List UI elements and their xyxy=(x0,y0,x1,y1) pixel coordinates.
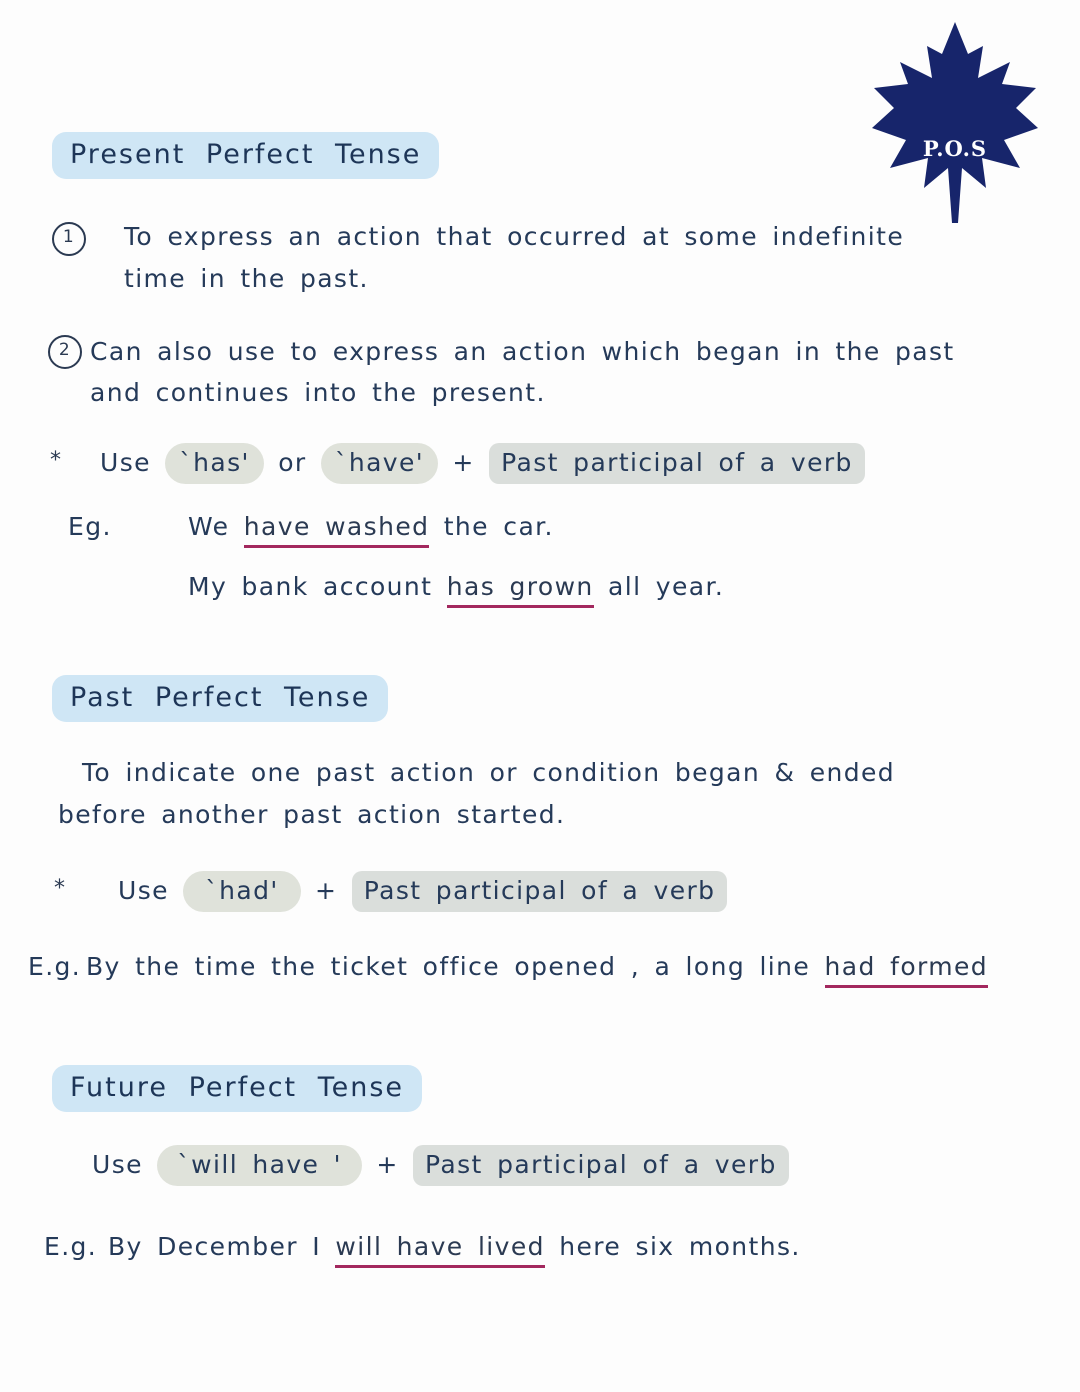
formula-past-participle-future: Past participal of a verb xyxy=(413,1145,789,1186)
present-perfect-rule xyxy=(100,448,865,477)
rule-conjunction: or xyxy=(278,448,307,477)
past-perfect-body-line2: before another past action started. xyxy=(58,800,566,829)
logo-label: P.O.S xyxy=(922,136,988,161)
example-present-1-highlight: have washed xyxy=(244,512,430,548)
bullet-star-past: * xyxy=(54,876,67,901)
past-perfect-body-line1: To indicate one past action or condition began & ended xyxy=(82,758,896,787)
rule-use-label-future: Use xyxy=(92,1150,143,1179)
example-present-2-before: My bank account xyxy=(188,572,433,601)
formula-past-participle-past: Past participal of a verb xyxy=(352,871,728,912)
example-past-1 xyxy=(86,952,988,981)
present-perfect-point1-line1: To express an action that occurred at some indefinite xyxy=(124,222,905,251)
aux-will-have-pill: `will have ' xyxy=(157,1145,362,1186)
plus-sign-present: + xyxy=(452,448,475,477)
present-perfect-point2-line1: Can also use to express an action which began in the past xyxy=(90,337,955,366)
example-present-2-highlight: has grown xyxy=(447,572,594,608)
maple-leaf-logo xyxy=(870,18,1040,223)
rule-use-label-past: Use xyxy=(118,876,169,905)
example-present-1 xyxy=(188,512,554,541)
heading-past-perfect: Past Perfect Tense xyxy=(52,675,388,722)
list-marker-1: 1 xyxy=(52,222,86,256)
aux-had-pill: `had' xyxy=(183,871,300,912)
examples-label-past: E.g. xyxy=(28,952,82,981)
examples-label-present: Eg. xyxy=(68,512,112,541)
rule-use-label: Use xyxy=(100,448,151,477)
aux-have-pill: `have' xyxy=(321,443,438,484)
example-present-1-before: We xyxy=(188,512,230,541)
example-present-1-after: the car. xyxy=(443,512,554,541)
list-marker-2: 2 xyxy=(48,335,82,369)
formula-past-participle-present: Past participal of a verb xyxy=(489,443,865,484)
future-perfect-rule xyxy=(92,1150,789,1179)
plus-sign-future: + xyxy=(376,1150,399,1179)
example-present-2 xyxy=(188,572,724,601)
maple-leaf-icon xyxy=(870,18,1040,223)
heading-future-perfect: Future Perfect Tense xyxy=(52,1065,422,1112)
example-past-1-before: By the time the ticket office opened , a long line xyxy=(86,952,811,981)
bullet-star-present: * xyxy=(50,448,63,473)
present-perfect-point2-line2: and continues into the present. xyxy=(90,378,546,407)
present-perfect-point1-line2: time in the past. xyxy=(124,264,369,293)
aux-has-pill: `has' xyxy=(165,443,264,484)
example-future-1-before: By December I xyxy=(108,1232,322,1261)
plus-sign-past: + xyxy=(315,876,338,905)
heading-present-perfect: Present Perfect Tense xyxy=(52,132,439,179)
example-future-1-highlight: will have lived xyxy=(335,1232,544,1268)
example-present-2-after: all year. xyxy=(608,572,725,601)
examples-label-future: E.g. xyxy=(44,1232,98,1261)
past-perfect-rule xyxy=(118,876,727,905)
example-past-1-highlight: had formed xyxy=(825,952,989,988)
example-future-1-after: here six months. xyxy=(559,1232,801,1261)
example-future-1 xyxy=(108,1232,801,1261)
